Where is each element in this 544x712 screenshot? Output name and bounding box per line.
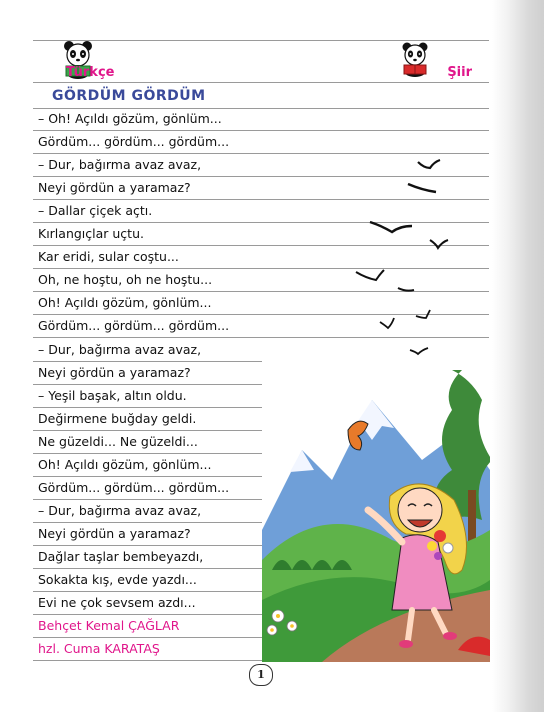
- poem-line: Değirmene buğday geldi.: [38, 410, 197, 426]
- header-bottom-rule: [33, 82, 489, 83]
- poem-line: – Oh! Açıldı gözüm, gönlüm...: [38, 111, 222, 126]
- poem-line: Dağlar taşlar bembeyazdı,: [38, 548, 204, 564]
- poem-line: Gördüm... gördüm... gördüm...: [38, 479, 230, 495]
- poem-title: GÖRDÜM GÖRDÜM: [52, 88, 206, 104]
- poem-line: – Dur, bağırma avaz avaz,: [38, 157, 202, 173]
- poem-line: Gördüm... gördüm... gördüm...: [38, 134, 230, 150]
- poem-line: Oh, ne hoştu, oh ne hoştu...: [38, 272, 213, 288]
- page-number: 1: [249, 664, 273, 686]
- poem-line: Gördüm... gördüm... gördüm...: [38, 318, 230, 334]
- poem-line: Sokakta kış, evde yazdı...: [38, 572, 197, 587]
- poem-line: – Yeşil başak, altın oldu.: [38, 387, 187, 403]
- poem-line: Ne güzeldi... Ne güzeldi...: [38, 433, 198, 449]
- poem-line: Evi ne çok sevsem azdı...: [38, 595, 196, 611]
- poem-author: Behçet Kemal ÇAĞLAR: [38, 618, 180, 634]
- ruled-line: [33, 130, 489, 131]
- poem-editor: hzl. Cuma KARATAŞ: [38, 641, 160, 657]
- poem-line: Oh! Açıldı gözüm, gönlüm...: [38, 295, 212, 311]
- poem-line: Neyi gördün a yaramaz?: [38, 180, 191, 196]
- poem-line: Kar eridi, sular coştu...: [38, 249, 179, 265]
- panda-reading-icon: [398, 42, 432, 78]
- swallows-illustration: [350, 150, 460, 360]
- spring-landscape-illustration: [262, 360, 490, 662]
- book-spine-shadow: [492, 0, 544, 712]
- poem-line: Neyi gördün a yaramaz?: [38, 525, 191, 541]
- poem-line: – Dur, bağırma avaz avaz,: [38, 341, 202, 357]
- subject-label: Türkçe: [66, 65, 115, 80]
- poem-line: Kırlangıçlar uçtu.: [38, 226, 144, 242]
- poem-line: Oh! Açıldı gözüm, gönlüm...: [38, 456, 212, 472]
- topic-label: Şiir: [447, 65, 472, 80]
- header-top-rule: [33, 40, 489, 41]
- ruled-line: [33, 108, 489, 109]
- poem-line: Neyi gördün a yaramaz?: [38, 364, 191, 380]
- poem-line: – Dallar çiçek açtı.: [38, 203, 153, 219]
- poem-line: – Dur, bağırma avaz avaz,: [38, 502, 202, 518]
